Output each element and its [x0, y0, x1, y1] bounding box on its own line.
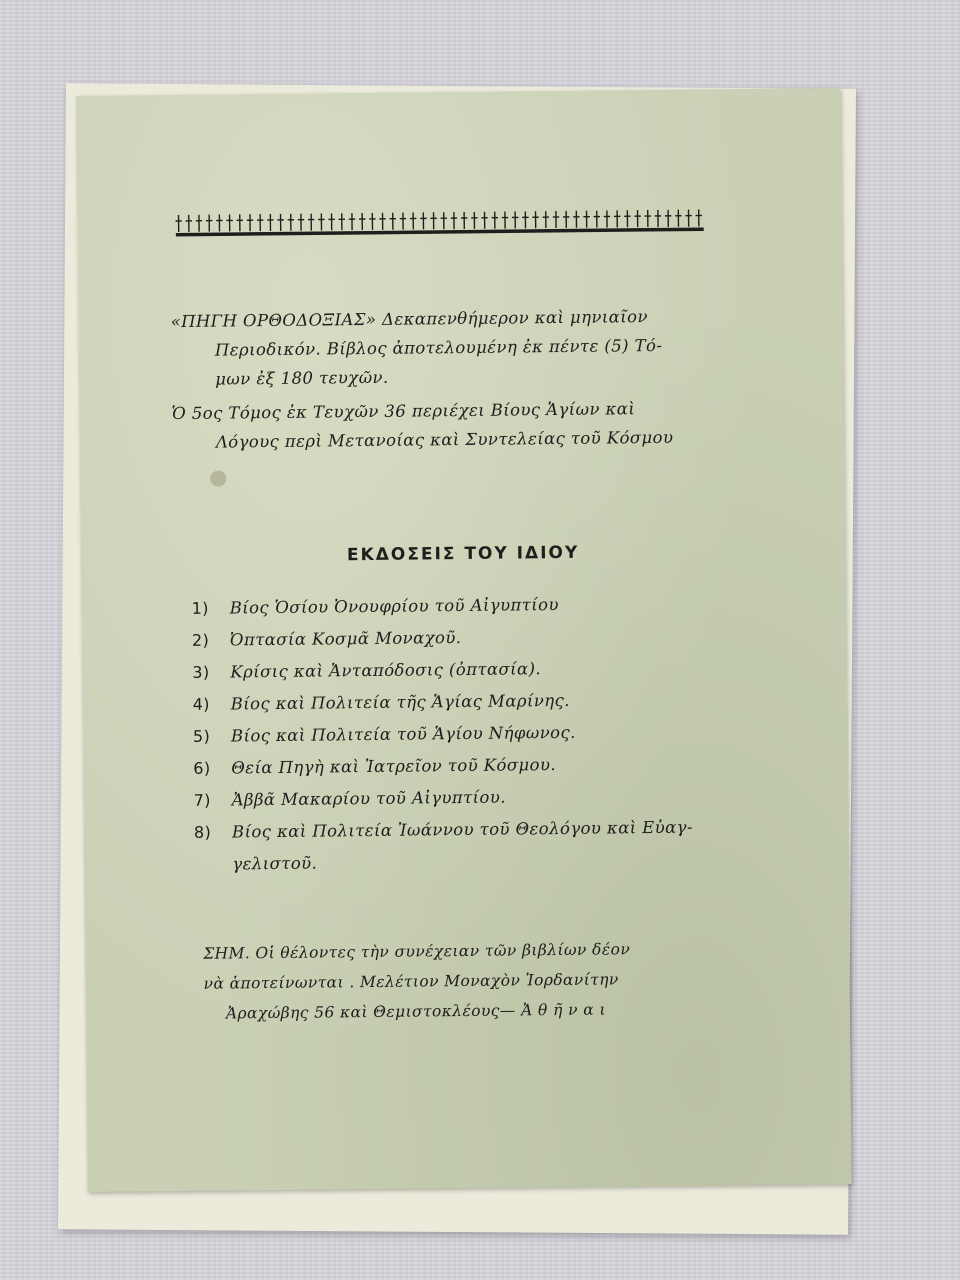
intro-line: «ΠΗΓΗ ΟΡΘΟΔΟΞΙΑΣ» Δεκαπενθήμερον καὶ μηνιαῖον	[170, 307, 648, 332]
item-number: 8)	[193, 822, 212, 842]
intro-line: Περιοδικόν. Βίβλος ἀποτελουμένη ἐκ πέντε (5) Τό-	[214, 335, 663, 360]
item-title: Βίος καὶ Πολιτεία τοῦ Ἁγίου Νήφωνος.	[230, 722, 576, 746]
item-title: Βίος Ὁσίου Ὀνουφρίου τοῦ Αἰγυπτίου	[229, 595, 559, 618]
item-number: 6)	[193, 758, 211, 778]
item-number: 7)	[193, 790, 211, 810]
item-title: Βίος καὶ Πολιτεία τῆς Ἁγίας Μαρίνης.	[230, 690, 570, 714]
intro-line: μων ἐξ 180 τευχῶν.	[215, 367, 389, 389]
ordering-note	[203, 933, 744, 1029]
item-number: 3)	[192, 662, 210, 682]
leaflet-page	[76, 88, 851, 1192]
list-item	[194, 811, 735, 881]
item-title	[232, 812, 694, 881]
publications-heading: ΕΚΔΟΣΕΙΣ ΤΟΥ ΙΔΙΟΥ	[346, 542, 580, 566]
item-number: 4)	[192, 694, 210, 714]
item-title-line: Βίος καὶ Πολιτεία Ἰωάννου τοῦ Θεολόγου καὶ Εὐαγ-	[231, 817, 693, 842]
item-title: Ἀββᾶ Μακαρίου τοῦ Αἰγυπτίου.	[231, 787, 506, 810]
paper-stain	[210, 470, 226, 486]
intro-paragraph-periodical	[170, 301, 731, 394]
item-title: Θεία Πηγὴ καὶ Ἰατρεῖον τοῦ Κόσμου.	[231, 755, 557, 778]
note-line: Ἀραχώβης 56 καὶ Θεμιστοκλέους— Ἀ θ ῆ ν α ι	[225, 1000, 606, 1023]
note-line: νὰ ἀποτείνωνται . Μελέτιον Μοναχὸν Ἰορδανίτην	[203, 970, 619, 993]
intro-paragraph-volume	[171, 393, 732, 457]
item-number: 2)	[191, 630, 210, 650]
intro-line: Λόγους περὶ Μετανοίας καὶ Συντελείας τοῦ Κόσμου	[215, 427, 674, 452]
item-title-line: γελιστοῦ.	[232, 853, 318, 874]
cross-row-icon	[176, 207, 706, 239]
note-line: ΣΗΜ. Οἱ θέλοντες τὴν συνέχειαν τῶν βιβλίων δέον	[203, 940, 631, 963]
intro-line: Ὁ 5ος Τόμος ἐκ Τευχῶν 36 περιέχει Βίους Ἁγίων καὶ	[171, 399, 636, 424]
item-number: 5)	[192, 726, 211, 746]
item-title: Κρίσις καὶ Ἀνταπόδοσις (ὀπτασία).	[230, 659, 542, 682]
item-number: 1)	[191, 598, 209, 618]
item-title: Ὀπτασία Κοσμᾶ Μοναχοῦ.	[229, 628, 462, 650]
publications-list	[191, 587, 734, 881]
